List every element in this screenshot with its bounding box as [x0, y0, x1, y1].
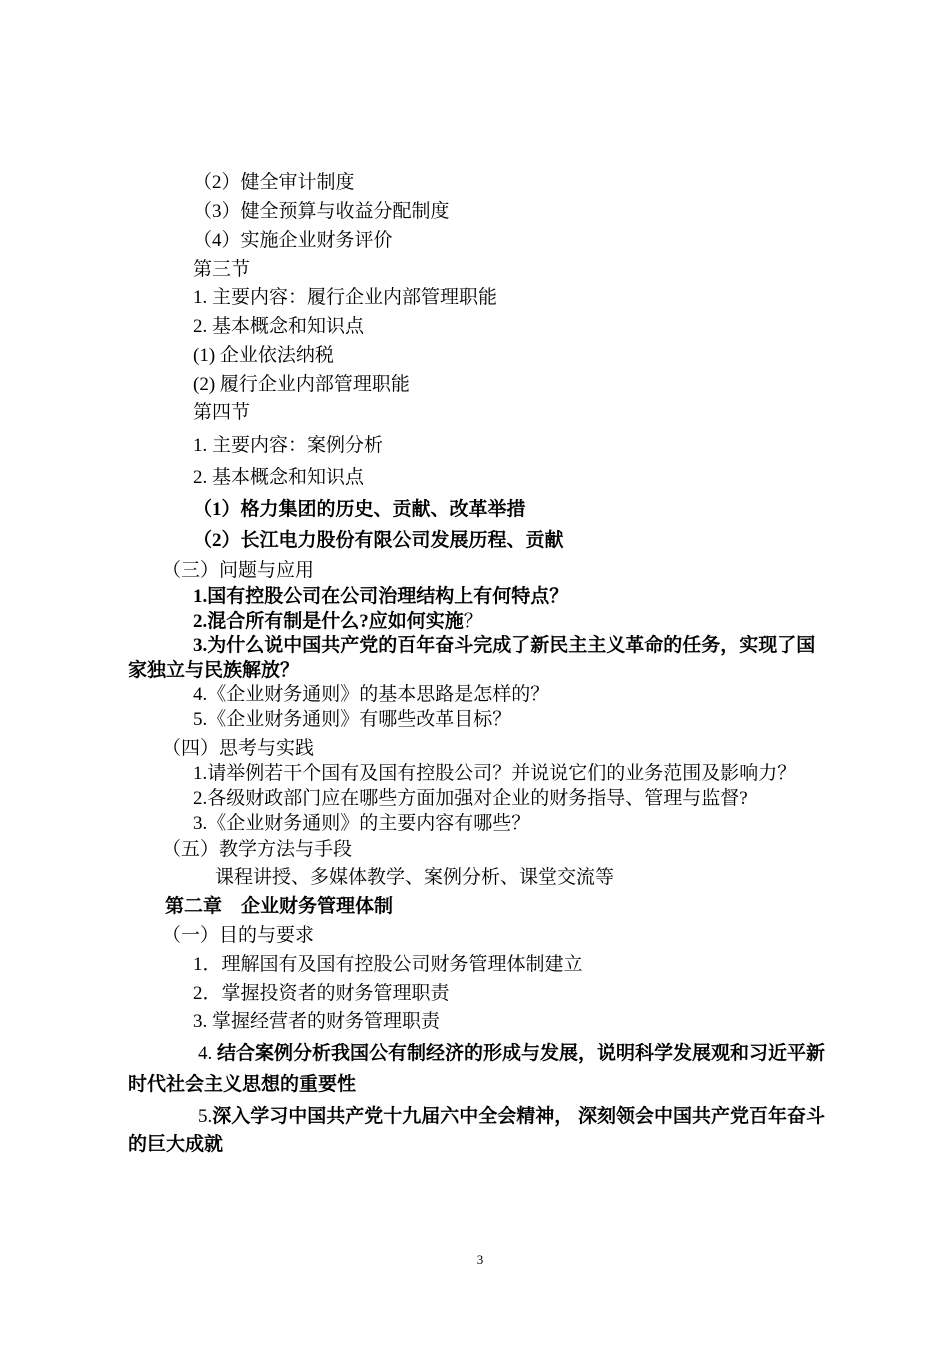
- list-item: （2）健全审计制度: [193, 172, 355, 193]
- list-item: （3）健全预算与收益分配制度: [193, 201, 450, 222]
- question-item: 4.《企业财务通则》的基本思路是怎样的？: [193, 684, 550, 705]
- goal-number: 5.: [198, 1106, 213, 1127]
- list-item: （2）长江电力股份有限公司发展历程、贡献: [193, 530, 564, 551]
- section-title: 第三节: [193, 259, 251, 280]
- goal-item: 2．掌握投资者的财务管理职责: [193, 983, 450, 1004]
- practice-item: 1.请举例若干个国有及国有控股公司？并说说它们的业务范围及影响力？: [193, 763, 797, 784]
- goal-item: 1．理解国有及国有控股公司财务管理体制建立: [193, 954, 583, 975]
- question-item: 5.《企业财务通则》有哪些改革目标？: [193, 709, 512, 730]
- goal-text: 结合案例分析我国公有制经济的形成与发展，说明科学发展观和习近平新: [217, 1043, 826, 1064]
- concepts-label: 2. 基本概念和知识点: [193, 316, 365, 337]
- subsection-heading: （五）教学方法与手段: [162, 839, 353, 860]
- practice-item: 2.各级财政部门应在哪些方面加强对企业的财务指导、管理与监督?: [193, 788, 748, 809]
- list-item: (2) 履行企业内部管理职能: [193, 374, 410, 395]
- subsection-heading: （一）目的与要求: [162, 925, 315, 946]
- goal-item-line2: 时代社会主义思想的重要性: [128, 1074, 357, 1095]
- list-item: （4）实施企业财务评价: [193, 230, 393, 251]
- subsection-heading: （三）问题与应用: [162, 560, 315, 581]
- goal-item-line1: [198, 1105, 825, 1129]
- goal-item-line2: 的巨大成就: [128, 1134, 224, 1155]
- methods-text: 课程讲授、多媒体教学、案例分析、课堂交流等: [215, 867, 615, 888]
- practice-item: 3.《企业财务通则》的主要内容有哪些？: [193, 813, 531, 834]
- goal-number: 4.: [198, 1043, 217, 1064]
- list-item: （1）格力集团的历史、贡献、改革举措: [193, 499, 526, 520]
- question-item-line2: 家独立与民族解放？: [128, 660, 300, 681]
- main-content-line: 1. 主要内容：案例分析: [193, 435, 384, 456]
- question-text: 2.混合所有制是什么?应如何实施: [193, 611, 464, 632]
- goal-item-line1: [198, 1042, 825, 1066]
- question-item: [193, 610, 483, 634]
- main-content-line: 1. 主要内容：履行企业内部管理职能: [193, 287, 498, 308]
- list-item: (1) 企业依法纳税: [193, 345, 334, 366]
- page-number: 3: [476, 1252, 484, 1267]
- concepts-label: 2. 基本概念和知识点: [193, 467, 365, 488]
- question-item-line1: 3.为什么说中国共产党的百年奋斗完成了新民主主义革命的任务，实现了国: [193, 635, 816, 656]
- question-item: 1.国有控股公司在公司治理结构上有何特点？: [193, 586, 569, 607]
- goal-item: 3. 掌握经营者的财务管理职责: [193, 1011, 441, 1032]
- chapter-title: 第二章 企业财务管理体制: [165, 896, 394, 917]
- subsection-heading: （四）思考与实践: [162, 738, 315, 759]
- question-mark: ？: [463, 611, 483, 632]
- section-title: 第四节: [193, 402, 251, 423]
- goal-text: 深入学习中国共产党十九届六中全会精神， 深刻领会中国共产党百年奋斗: [212, 1106, 826, 1127]
